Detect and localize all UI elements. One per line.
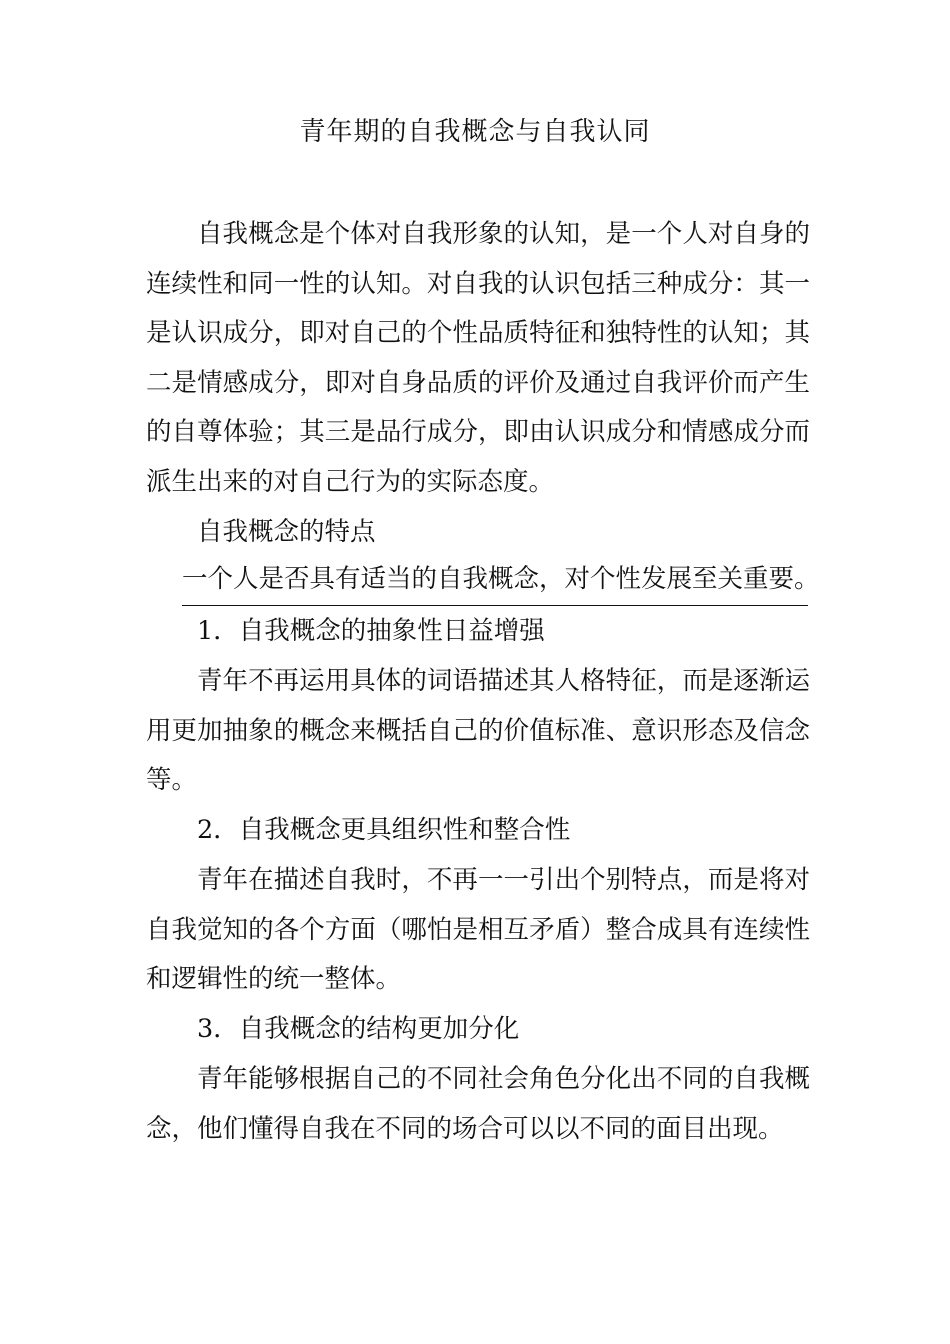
document-title: 青年期的自我概念与自我认同 [299, 117, 651, 147]
section-3-heading: 3．自我概念的结构更加分化 [197, 1014, 520, 1044]
section-1-text: 青年不再运用具体的词语描述其人格特征，而是逐渐运用更加抽象的概念来概括自己的价值标准、意识形态及信念等。 [146, 666, 810, 795]
intro-paragraph: 自我概念是个体对自我形象的认知，是一个人对自身的连续性和同一性的认知。对自我的认识包括三种成分：其一是认识成分，即对自己的个性品质特征和独特性的认知；其二是情感成分，即对自身品质的评价及通过自我评价而产生的自尊体验；其三是品行成分，即由认识成分和情感成分而派生出来的对自己行为的实际态度。 [146, 219, 810, 497]
features-heading: 自我概念的特点 [197, 517, 376, 547]
section-2-text: 青年在描述自我时，不再一一引出个别特点，而是将对自我觉知的各个方面（哪怕是相互矛盾）整合成具有连续性和逻辑性的统一整体。 [146, 865, 810, 994]
section-1-heading: 1．自我概念的抽象性日益增强 [197, 616, 545, 646]
section-3-text: 青年能够根据自己的不同社会角色分化出不同的自我概念，他们懂得自我在不同的场合可以以不同的面目出现。 [146, 1064, 810, 1144]
underlined-sentence: 一个人是否具有适当的自我概念，对个性发展至关重要。 [182, 555, 808, 606]
section-2-heading: 2．自我概念更具组织性和整合性 [197, 815, 571, 845]
